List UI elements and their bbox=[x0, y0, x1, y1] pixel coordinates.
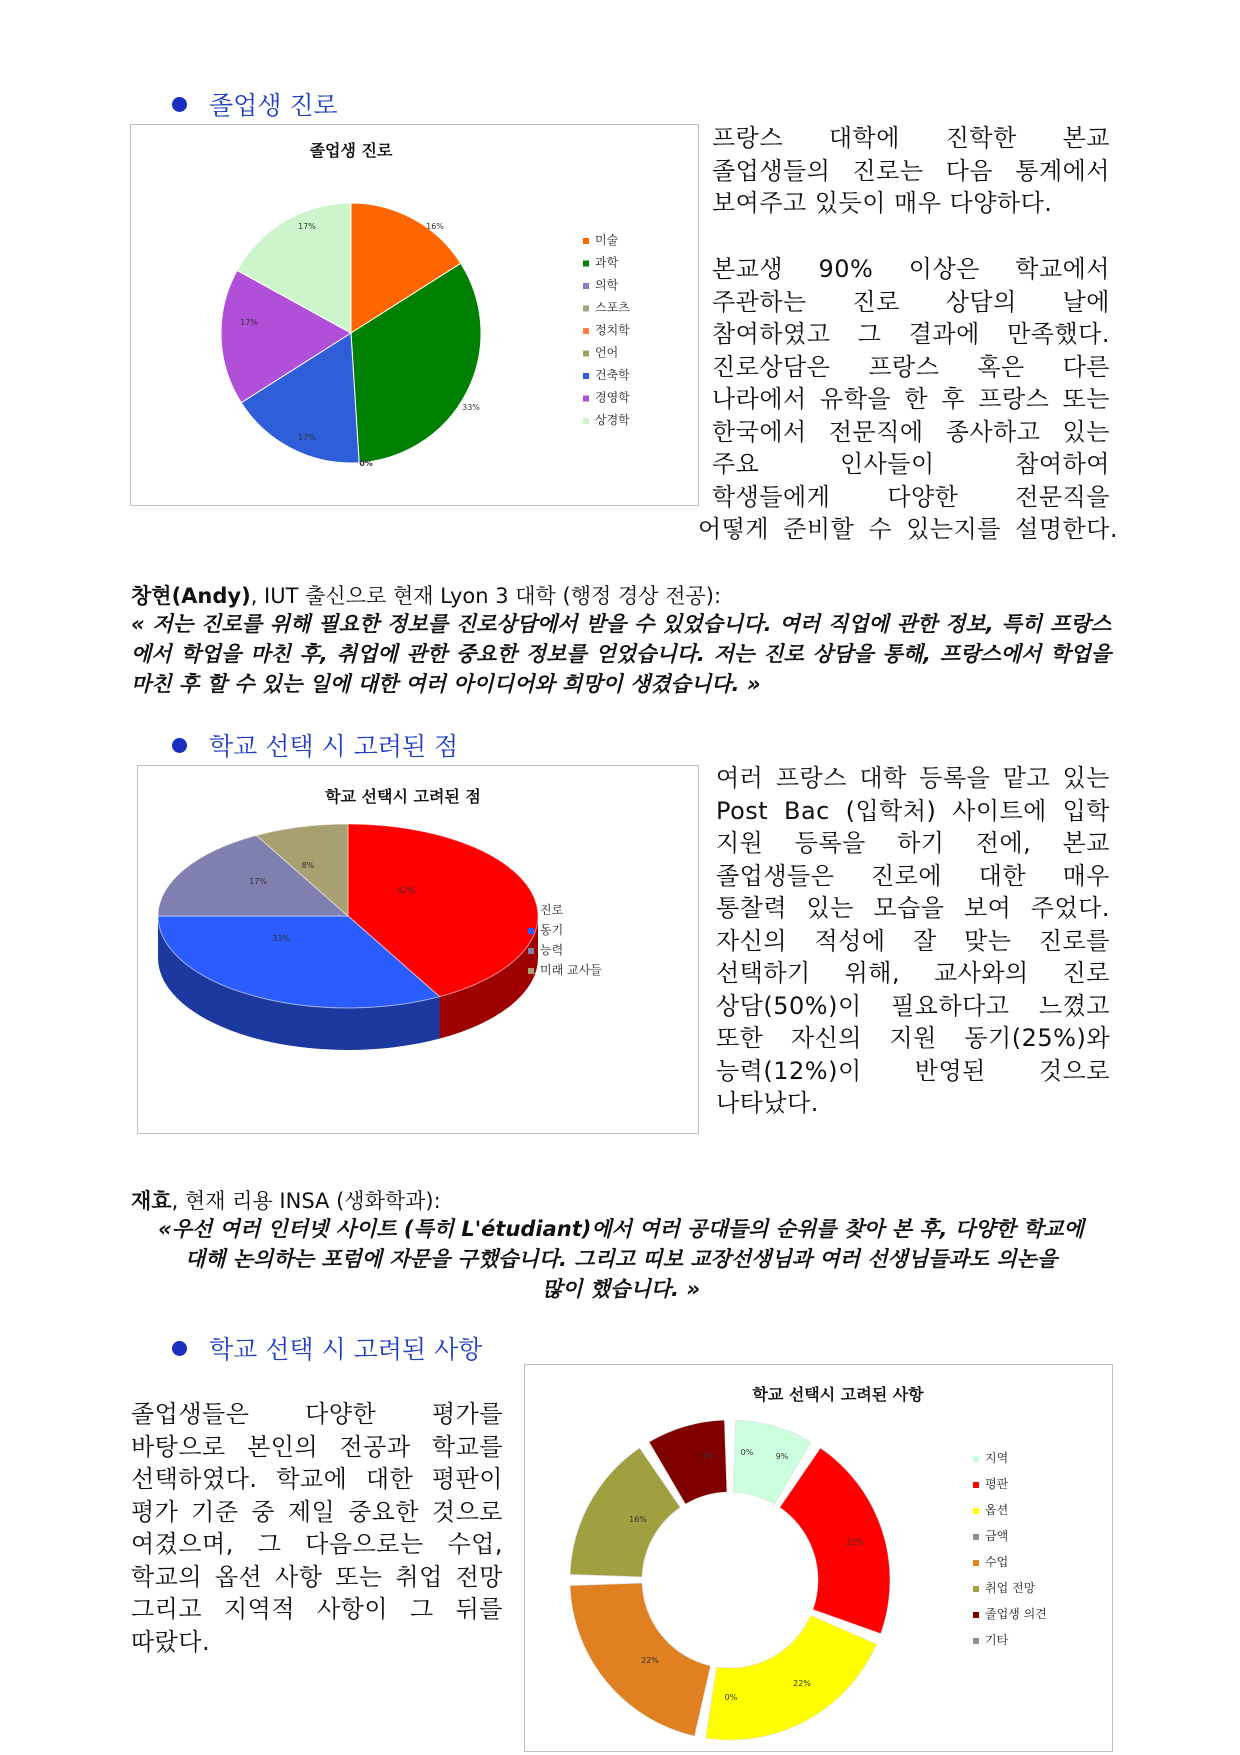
quote1-name: 창현(Andy) bbox=[131, 584, 251, 608]
legend-swatch bbox=[528, 928, 534, 934]
section3-para: 졸업생들은 다양한 평가를 바탕으로 본인의 전공과 학교를 선택하였다. 학교에 대한 평판이 평가 기준 중 제일 중요한 것으로 여겼으며, 그 다음으로는 수업, 학교의 옵션 사항 또는 취업 전망 그리고 지역적 사항이 그 뒤를 따랐다. bbox=[131, 1400, 503, 1656]
donut-chart-selection bbox=[524, 1364, 1113, 1752]
legend-swatch bbox=[583, 396, 589, 402]
data-label: 17% bbox=[249, 877, 267, 886]
legend-swatch bbox=[583, 351, 589, 357]
quote1-text: « 저는 진로를 위해 필요한 정보를 진로상담에서 받을 수 있었습니다. 여러 직업에 관한 정보, 특히 프랑스에서 학업을 마친 후, 취업에 관한 중요한 정보를 얻었습니다. 저는 진로 상담을 통해, 프랑스에서 학업을 마친 후 할 수 있는 일에 대한 여러 아이디어와 희망이 생겼습니다. » bbox=[131, 612, 1111, 696]
legend-swatch bbox=[973, 1586, 979, 1592]
legend-swatch bbox=[528, 908, 534, 914]
data-label: 0% bbox=[740, 1448, 754, 1457]
legend-swatch bbox=[528, 968, 534, 974]
legend-label: 취업 전망 bbox=[985, 1581, 1036, 1595]
bullet-icon bbox=[172, 738, 187, 753]
data-label: 22% bbox=[793, 1679, 811, 1688]
quote1-header bbox=[131, 580, 721, 610]
legend-label: 건축학 bbox=[595, 368, 630, 382]
data-label: 33% bbox=[272, 934, 290, 943]
legend-swatch bbox=[973, 1638, 979, 1644]
data-label: 22% bbox=[641, 1656, 659, 1665]
data-label: 16% bbox=[426, 222, 444, 231]
legend-swatch bbox=[973, 1482, 979, 1488]
legend-label: 과학 bbox=[595, 255, 619, 270]
data-label: 0% bbox=[359, 459, 373, 468]
legend-swatch bbox=[973, 1508, 979, 1514]
legend-label: 옵션 bbox=[985, 1503, 1009, 1517]
legend-label: 평판 bbox=[985, 1477, 1009, 1491]
data-label: 9% bbox=[701, 1452, 715, 1461]
quote2-text: «우선 여러 인터넷 사이트 (특히 L'étudiant)에서 여러 공대들의 순위를 찾아 본 후, 다양한 학교에 대해 논의하는 포럼에 자문을 구했습니다. 그리고 띠보 교장선생님과 여러 선생님들과도 의논을 많이 했습니다. » bbox=[158, 1217, 1084, 1301]
chart-title: 학교 선택시 고려된 점 bbox=[325, 787, 481, 806]
data-label: 9% bbox=[775, 1452, 789, 1461]
legend-label: 의학 bbox=[595, 278, 619, 292]
data-label: 17% bbox=[298, 222, 316, 231]
quote2-header bbox=[131, 1185, 441, 1215]
section1-para2: 본교생 90% 이상은 학교에서 주관하는 진로 상담의 날에 참여하였고 그 결과에 만족했다. 진로상담은 프랑스 혹은 다른 나라에서 유학을 한 후 프랑스 또는 한국에서 전문직에 종사하고 있는 주요 인사들이 참여하여 학생들에게 다양한 전문직을 어떻게 준비할 수 있는지를 설명한다. bbox=[698, 255, 1118, 543]
legend-swatch bbox=[583, 238, 589, 244]
legend-swatch bbox=[583, 373, 589, 379]
section2-para: 여러 프랑스 대학 등록을 맡고 있는 Post Bac (입학처) 사이트에 입학 지원 등록을 하기 전에, 본교 졸업생들은 진로에 대한 매우 통찰력 있는 모습을 보여 주었다. 자신의 적성에 잘 맞는 진로를 선택하기 위해, 교사와의 진로 상담(50%)이 필요하다고 느꼈고 또한 자신의 지원 동기(25%)와 능력(12%)이 반영된 것으로 나타났다. bbox=[716, 764, 1110, 1117]
data-label: 17% bbox=[240, 318, 258, 327]
donut-slice bbox=[706, 1615, 877, 1740]
bullet-icon bbox=[172, 97, 187, 112]
legend-swatch bbox=[583, 261, 589, 267]
pie-chart-career bbox=[130, 124, 699, 506]
section-title-2: 학교 선택 시 고려된 점 bbox=[172, 727, 458, 763]
legend-label: 정치학 bbox=[595, 323, 630, 337]
donut-slice bbox=[780, 1448, 890, 1634]
legend-swatch bbox=[973, 1560, 979, 1566]
chart-school-choice-svg bbox=[138, 766, 698, 1133]
chart-career-svg bbox=[131, 125, 698, 505]
quote1-meta: , IUT 출신으로 현재 Lyon 3 대학 (행정 경상 전공): bbox=[250, 584, 722, 608]
legend-label: 수업 bbox=[985, 1555, 1009, 1569]
legend-label: 미술 bbox=[595, 233, 619, 247]
section-title-3: 학교 선택 시 고려된 사항 bbox=[172, 1330, 482, 1366]
legend-label: 경영학 bbox=[595, 390, 630, 405]
legend-swatch bbox=[973, 1456, 979, 1462]
legend-swatch bbox=[583, 328, 589, 334]
legend-swatch bbox=[528, 948, 534, 954]
legend-swatch bbox=[973, 1534, 979, 1540]
data-label: 22% bbox=[846, 1538, 864, 1547]
pie-chart-school-choice bbox=[137, 765, 699, 1134]
legend-swatch bbox=[583, 418, 589, 424]
section1-para1: 프랑스 대학에 진학한 본교 졸업생들의 진로는 다음 통계에서 보여주고 있듯이 매우 다양하다. bbox=[712, 124, 1110, 217]
data-label: 0% bbox=[724, 1693, 738, 1702]
chart-selection-svg bbox=[525, 1365, 1112, 1751]
quote2-meta: , 현재 리용 INSA (생화학과): bbox=[171, 1189, 441, 1213]
legend-label: 지역 bbox=[985, 1451, 1009, 1465]
data-label: 16% bbox=[629, 1515, 647, 1524]
data-label: 33% bbox=[462, 403, 480, 412]
legend-label: 진로 bbox=[540, 903, 564, 917]
legend-swatch bbox=[583, 306, 589, 312]
legend-label: 동기 bbox=[540, 923, 564, 937]
section-title-1: 졸업생 진로 bbox=[172, 86, 338, 122]
data-label: 8% bbox=[301, 861, 315, 870]
quote2-name: 재효 bbox=[131, 1189, 172, 1213]
legend-label: 졸업생 의견 bbox=[985, 1607, 1047, 1621]
chart-title: 학교 선택시 고려된 사항 bbox=[752, 1385, 924, 1404]
legend-label: 기타 bbox=[985, 1633, 1009, 1647]
legend-label: 금액 bbox=[985, 1529, 1009, 1543]
data-label: 17% bbox=[298, 433, 316, 442]
legend-label: 언어 bbox=[595, 345, 619, 360]
bullet-icon bbox=[172, 1341, 187, 1356]
legend-swatch bbox=[973, 1612, 979, 1618]
legend-label: 스포츠 bbox=[595, 300, 630, 315]
legend-label: 능력 bbox=[540, 943, 564, 957]
legend-label: 미래 교사들 bbox=[540, 963, 602, 977]
legend-label: 상경학 bbox=[595, 413, 630, 427]
legend-swatch bbox=[583, 283, 589, 289]
data-label: 42% bbox=[397, 886, 415, 895]
chart-title: 졸업생 진로 bbox=[309, 141, 393, 160]
